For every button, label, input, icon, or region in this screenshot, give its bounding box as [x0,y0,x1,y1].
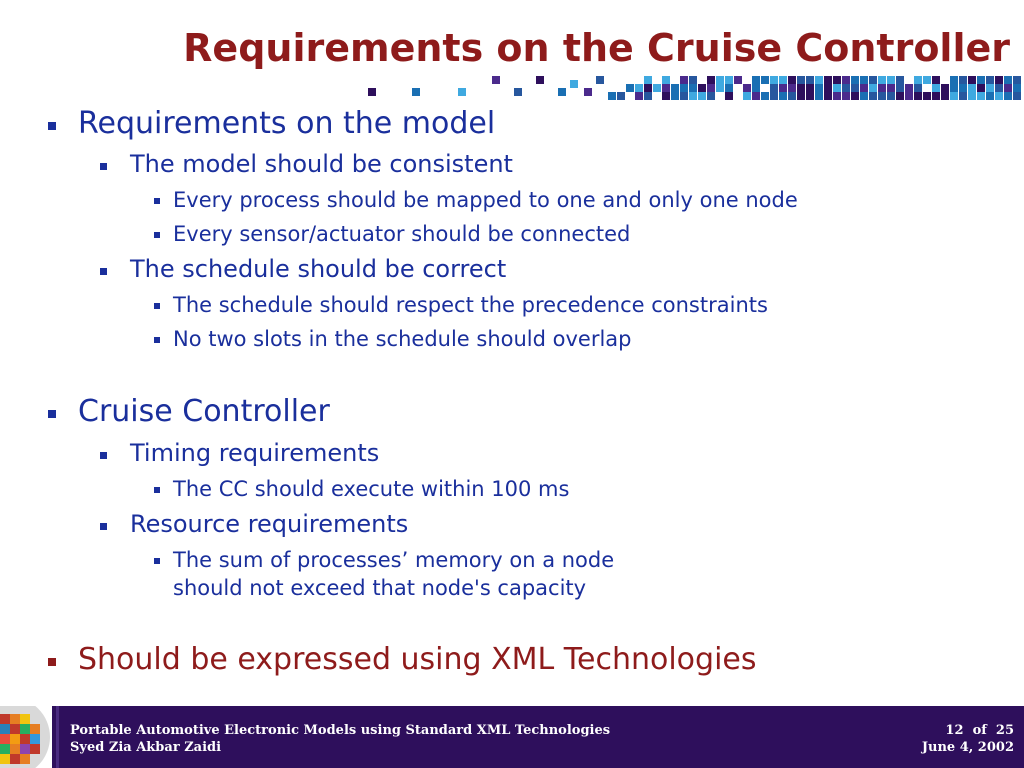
mosaic-tile [752,84,760,92]
square-bullet-icon [100,163,107,170]
mosaic-tile [824,84,832,92]
mosaic-tile [860,76,868,84]
mosaic-tile [842,76,850,84]
square-bullet-icon [154,337,160,343]
mosaic-tile [788,84,796,92]
mosaic-tile [412,88,420,96]
square-bullet-icon [154,232,160,238]
mosaic-tile [779,76,787,84]
mosaic-tile [842,84,850,92]
mosaic-tile [833,92,841,100]
mosaic-tile [1004,92,1012,100]
bullet-level3-continuation: should not exceed that node's capacity [173,576,587,600]
mosaic-tile [959,76,967,84]
gear-mosaic-logo-icon [0,706,52,768]
mosaic-tile [743,92,751,100]
square-bullet-icon [48,122,56,130]
mosaic-tile [806,92,814,100]
mosaic-tile [887,84,895,92]
mosaic-tile [995,76,1003,84]
mosaic-tile [977,92,985,100]
mosaic-tile [662,92,670,100]
mosaic-tile [923,92,931,100]
bullet-level3: Every process should be mapped to one and only one node [173,188,798,212]
mosaic-tile [932,92,940,100]
mosaic-tile [977,84,985,92]
mosaic-tile [968,92,976,100]
mosaic-tile [968,76,976,84]
mosaic-tile [842,92,850,100]
mosaic-tile [1013,76,1021,84]
bullet-level1-highlight: Should be expressed using XML Technologies [78,642,757,677]
footer-divider [56,706,59,768]
slide-title: Requirements on the Cruise Controller [183,26,1010,70]
mosaic-tile [815,92,823,100]
mosaic-tile [887,76,895,84]
mosaic-tile [689,76,697,84]
mosaic-tile [1004,76,1012,84]
mosaic-tile [878,76,886,84]
total-slides: 25 [995,723,1014,738]
mosaic-tile [806,76,814,84]
of-label: of [972,723,987,738]
mosaic-tile [671,84,679,92]
bullet-level3: The schedule should respect the precedence constraints [173,293,768,317]
mosaic-tile [788,92,796,100]
mosaic-tile [680,76,688,84]
mosaic-tile [584,88,592,96]
mosaic-tile [707,92,715,100]
mosaic-tile [689,84,697,92]
mosaic-tile [959,92,967,100]
mosaic-tile [725,92,733,100]
mosaic-tile [743,84,751,92]
mosaic-tile [617,92,625,100]
mosaic-tile [968,84,976,92]
mosaic-tile [458,88,466,96]
mosaic-tile [558,88,566,96]
mosaic-tile [851,76,859,84]
mosaic-tile [492,76,500,84]
mosaic-tile [941,92,949,100]
mosaic-tile [923,76,931,84]
footer-bar [0,706,1024,768]
bullet-level3: No two slots in the schedule should overlap [173,327,632,351]
mosaic-tile [950,84,958,92]
mosaic-tile [896,84,904,92]
mosaic-tile [941,84,949,92]
mosaic-tile [995,92,1003,100]
mosaic-tile [869,76,877,84]
mosaic-tile [806,84,814,92]
mosaic-tile [869,84,877,92]
mosaic-tile [1013,84,1021,92]
mosaic-tile [860,92,868,100]
mosaic-tile [851,84,859,92]
mosaic-tile [734,76,742,84]
mosaic-tile [986,84,994,92]
mosaic-tile [770,84,778,92]
mosaic-tile [905,92,913,100]
mosaic-tile [536,76,544,84]
mosaic-tile [986,92,994,100]
footer-presentation-title: Portable Automotive Electronic Models using Standard XML Technologies [70,723,611,738]
mosaic-tile [914,84,922,92]
mosaic-tile [514,88,522,96]
mosaic-tile [725,84,733,92]
mosaic-tile [653,84,661,92]
mosaic-tile [878,92,886,100]
mosaic-tile [680,84,688,92]
bullet-level3: Every sensor/actuator should be connected [173,222,631,246]
mosaic-tile [761,76,769,84]
bullet-level2: The schedule should be correct [130,255,507,283]
mosaic-tile [752,76,760,84]
mosaic-tile [689,92,697,100]
mosaic-tile [833,76,841,84]
square-bullet-icon [154,558,160,564]
mosaic-tile [644,84,652,92]
mosaic-tile [824,76,832,84]
mosaic-tile [797,84,805,92]
mosaic-tile [833,84,841,92]
mosaic-tile [608,92,616,100]
mosaic-tile [644,92,652,100]
mosaic-tile [896,76,904,84]
mosaic-tile [662,84,670,92]
bullet-level2: Timing requirements [130,439,380,467]
mosaic-tile [770,76,778,84]
mosaic-tile [707,84,715,92]
mosaic-tile [1013,92,1021,100]
mosaic-tile [707,76,715,84]
footer-date: June 4, 2002 [921,740,1014,755]
mosaic-tile [797,76,805,84]
mosaic-tile [932,76,940,84]
mosaic-tile [596,76,604,84]
mosaic-tile [959,84,967,92]
footer-page-counter [945,723,1014,738]
square-bullet-icon [48,658,56,666]
mosaic-tile [779,92,787,100]
mosaic-tile [716,76,724,84]
mosaic-tile [570,80,578,88]
mosaic-tile [698,92,706,100]
mosaic-tile [950,76,958,84]
mosaic-tile [662,76,670,84]
mosaic-tile [644,76,652,84]
mosaic-tile [671,92,679,100]
mosaic-tile [914,92,922,100]
square-bullet-icon [100,268,107,275]
mosaic-tile [680,92,688,100]
mosaic-tile [860,84,868,92]
mosaic-tile [716,84,724,92]
mosaic-tile [986,76,994,84]
mosaic-tile [878,84,886,92]
square-bullet-icon [100,523,107,530]
square-bullet-icon [154,198,160,204]
bullet-level2: The model should be consistent [130,150,513,178]
mosaic-tile [950,92,958,100]
slide-number: 12 [945,723,964,738]
mosaic-tile [995,84,1003,92]
mosaic-tile [788,76,796,84]
mosaic-tile [1004,84,1012,92]
bullet-level3: The sum of processes’ memory on a node [173,548,615,572]
mosaic-tile [752,92,760,100]
mosaic-tile [869,92,877,100]
mosaic-tile [761,92,769,100]
mosaic-tile [905,84,913,92]
mosaic-tile [770,92,778,100]
square-bullet-icon [48,410,56,418]
square-bullet-icon [100,452,107,459]
mosaic-tile [896,92,904,100]
mosaic-tile [815,76,823,84]
mosaic-tile [698,84,706,92]
bullet-level3: The CC should execute within 100 ms [173,477,570,501]
mosaic-tile [815,84,823,92]
square-bullet-icon [154,487,160,493]
mosaic-tile [824,92,832,100]
footer-author: Syed Zia Akbar Zaidi [70,740,222,755]
mosaic-tile [932,84,940,92]
mosaic-tile [797,92,805,100]
mosaic-tile [635,92,643,100]
bullet-level2: Resource requirements [130,510,409,538]
mosaic-tile [779,84,787,92]
mosaic-decoration [360,72,1024,100]
square-bullet-icon [154,303,160,309]
mosaic-tile [626,84,634,92]
mosaic-tile [977,76,985,84]
mosaic-tile [914,76,922,84]
mosaic-tile [635,84,643,92]
mosaic-tile [887,92,895,100]
mosaic-tile [851,92,859,100]
mosaic-tile [368,88,376,96]
bullet-level1: Cruise Controller [78,394,330,429]
bullet-level1: Requirements on the model [78,106,496,141]
mosaic-tile [725,76,733,84]
